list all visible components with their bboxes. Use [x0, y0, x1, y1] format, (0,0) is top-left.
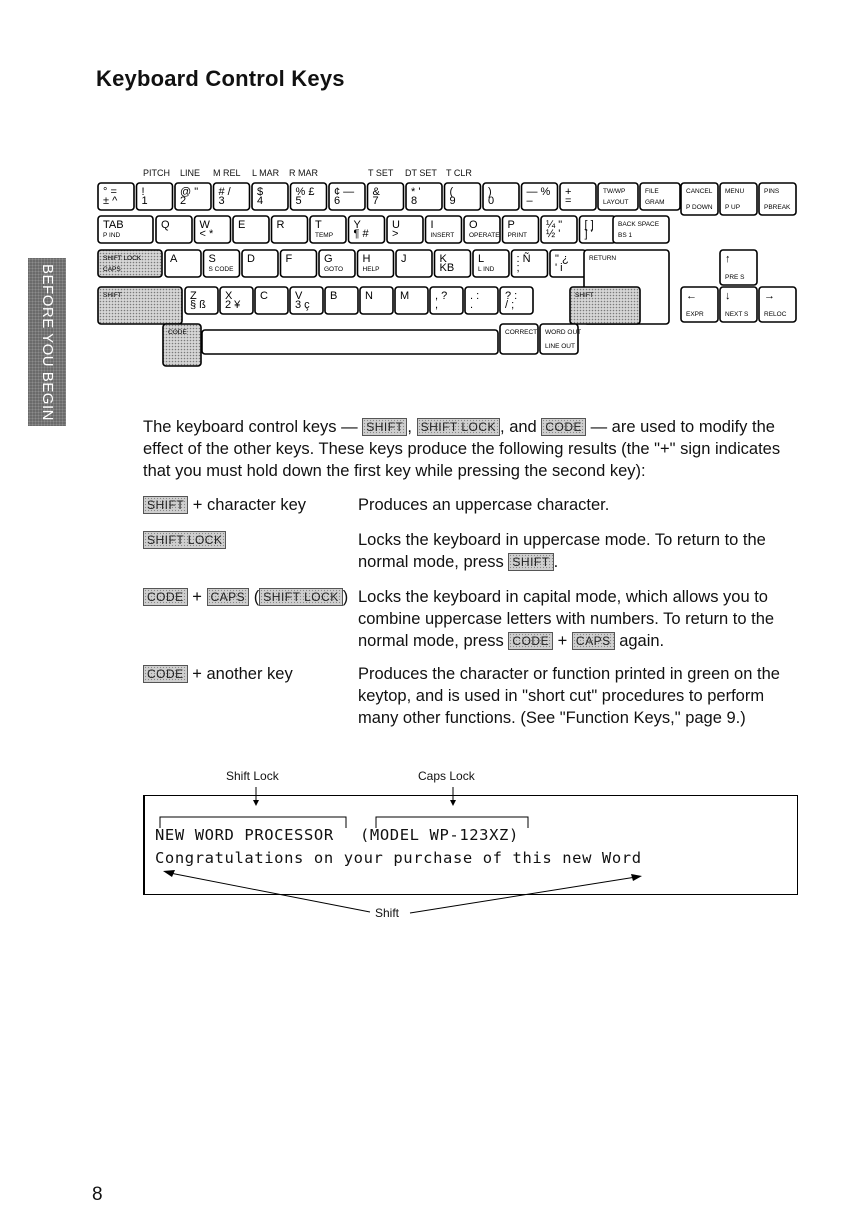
definition-term: [143, 529, 358, 551]
svg-text:GRAM: GRAM: [645, 199, 665, 206]
key-row4-9: [465, 287, 498, 314]
shift-lock-keycap: SHIFT LOCK: [143, 531, 226, 549]
key-row4-6: [360, 287, 393, 314]
section-tab-label: BEFORE YOU BEGIN: [38, 263, 56, 421]
key-row2-12: [580, 216, 616, 243]
svg-text:): ): [488, 186, 492, 198]
key-row2-3: [233, 216, 269, 243]
svg-text:H: H: [362, 253, 371, 265]
svg-text:LINE OUT: LINE OUT: [545, 343, 575, 350]
caps-lock-label: Caps Lock: [418, 769, 475, 783]
shift-keycap: SHIFT: [508, 553, 553, 571]
label-dt-set: DT SET: [405, 168, 437, 178]
svg-text:R: R: [276, 219, 285, 231]
key-8: [406, 183, 442, 210]
definition-term: [143, 586, 358, 608]
svg-text:± ^: ± ^: [103, 195, 118, 207]
svg-text:A: A: [170, 253, 178, 265]
definition-description: [358, 586, 798, 652]
key-13: [598, 183, 638, 210]
svg-text:&: &: [372, 186, 380, 198]
key-row2-4: [272, 216, 308, 243]
svg-text:P UP: P UP: [725, 204, 741, 211]
key-row2-9: [464, 216, 500, 243]
definition-description: Produces an uppercase character.: [358, 496, 610, 514]
svg-text:OPERATE: OPERATE: [469, 232, 500, 239]
svg-text:¶ #: ¶ #: [353, 228, 369, 240]
svg-text:P IND: P IND: [103, 232, 121, 239]
key-5: [291, 183, 327, 210]
key-row4-5: [325, 287, 358, 314]
code-keycap: CODE: [508, 632, 553, 650]
svg-text:? :: ? :: [505, 290, 518, 302]
svg-text:% £: % £: [295, 186, 315, 198]
definition-description: Produces the character or function printed in green on the keytop, and is used in "short cut" procedures to perform many other functions. (See "Function Keys," page 9.): [358, 665, 780, 727]
key-row3-5: [319, 250, 355, 277]
svg-text:.: .: [470, 299, 474, 311]
key-row2-11: [541, 216, 577, 243]
right-key-0: [681, 183, 718, 215]
key-row2-6: [349, 216, 385, 243]
svg-text:HELP: HELP: [362, 266, 380, 273]
page-title: Keyboard Control Keys: [96, 66, 345, 91]
svg-text:½ ': ½ ': [546, 228, 561, 240]
svg-text:=: =: [565, 195, 572, 207]
open-paren: (: [253, 588, 260, 606]
svg-text:/ ;: / ;: [505, 299, 515, 311]
svg-text:B: B: [330, 290, 338, 302]
keyboard-diagram: [0, 0, 864, 380]
svg-text:: Ñ: : Ñ: [516, 253, 531, 265]
svg-text:(: (: [449, 186, 454, 198]
svg-text:' i: ' i: [555, 262, 563, 274]
svg-text:9: 9: [449, 195, 456, 207]
close-paren: ): [342, 588, 349, 606]
key-row3-8: [435, 250, 471, 277]
svg-text:2: 2: [180, 195, 187, 207]
svg-text:P DOWN: P DOWN: [686, 204, 713, 211]
svg-text:INSERT: INSERT: [430, 232, 455, 239]
shift-keycap: SHIFT: [362, 418, 407, 436]
label-m-rel: M REL: [213, 168, 241, 178]
svg-text:BACK SPACE: BACK SPACE: [618, 221, 660, 228]
svg-text:. :: . :: [470, 290, 480, 302]
key-row3-11: [550, 250, 586, 277]
svg-text:↓: ↓: [725, 290, 731, 302]
key-9: [445, 183, 481, 210]
arrow-up-key: [720, 250, 757, 285]
key-3: [214, 183, 250, 210]
svg-text:< *: < *: [199, 228, 214, 240]
label-t-clr: T CLR: [446, 168, 472, 178]
key-row4-4: [290, 287, 323, 314]
svg-text:GOTO: GOTO: [324, 266, 344, 273]
svg-text:F: F: [285, 253, 293, 265]
space-bar: [202, 330, 498, 354]
code-keycap: CODE: [541, 418, 586, 436]
svg-text:SHIFT LOCK: SHIFT LOCK: [103, 255, 142, 262]
right-shift-key: [570, 287, 640, 324]
code-keycap: CODE: [143, 588, 188, 606]
svg-text:L IND: L IND: [478, 266, 495, 273]
correct-key: [500, 324, 538, 354]
screen-line-1b: (MODEL WP-123XZ): [360, 826, 519, 844]
svg-text:¼ ": ¼ ": [546, 219, 563, 231]
svg-text:] ': ] ': [584, 228, 593, 240]
key-row4-3: [255, 287, 288, 314]
key-row3-10: [512, 250, 548, 277]
svg-text:D: D: [247, 253, 255, 265]
key-2: [175, 183, 211, 210]
left-shift-key: [98, 287, 182, 324]
svg-text:LAYOUT: LAYOUT: [603, 199, 629, 206]
svg-text:@ ": @ ": [180, 186, 199, 198]
svg-text:# /: # /: [218, 186, 231, 198]
key-row2-8: [426, 216, 462, 243]
svg-text:§ ß: § ß: [190, 299, 206, 311]
intro-text-after: — are used to modify the effect of the other keys. These keys produce the following results (the "+" sign indicates that you must hold down the first key while pressing the second key):: [143, 418, 781, 480]
arrow-right-key: [759, 287, 796, 322]
svg-text:V: V: [295, 290, 303, 302]
svg-text:PRE S: PRE S: [725, 274, 745, 281]
svg-text:E: E: [238, 219, 246, 231]
svg-text:M: M: [400, 290, 410, 302]
label-line: LINE: [180, 168, 201, 178]
plus-sign: +: [192, 588, 202, 606]
svg-text:6: 6: [334, 195, 341, 207]
key-row2-7: [387, 216, 423, 243]
svg-text:RETURN: RETURN: [589, 255, 617, 262]
svg-text:0: 0: [488, 195, 495, 207]
intro-comma: ,: [407, 418, 412, 436]
key-row3-1: [165, 250, 201, 277]
key-0: [98, 183, 134, 210]
term-suffix: + character key: [192, 496, 307, 514]
svg-text:3 ç: 3 ç: [295, 299, 310, 311]
svg-text:CODE: CODE: [168, 329, 187, 336]
definition-term: [143, 663, 358, 685]
svg-text:° =: ° =: [103, 186, 117, 198]
svg-text:S: S: [208, 253, 216, 265]
term-suffix: + another key: [192, 665, 293, 683]
key-row2-1: [156, 216, 192, 243]
svg-text:$: $: [257, 186, 264, 198]
intro-text-before: The keyboard control keys —: [143, 418, 358, 436]
label-t-set: T SET: [368, 168, 394, 178]
key-14: [640, 183, 680, 210]
description-end: again.: [619, 632, 665, 650]
key-row2-10: [503, 216, 539, 243]
key-row2-5: [310, 216, 346, 243]
svg-text:1: 1: [141, 195, 148, 207]
description-text: Locks the keyboard in capital mode, which allows you to combine uppercase letters with numbers. To return to the normal mode, press: [358, 588, 775, 650]
svg-text:I: I: [430, 219, 434, 231]
svg-text:SHIFT: SHIFT: [103, 292, 122, 299]
svg-text:L: L: [478, 253, 485, 265]
svg-text:,: ,: [435, 299, 439, 311]
svg-text:2 ¥: 2 ¥: [225, 299, 241, 311]
svg-text:CAPS: CAPS: [103, 266, 121, 273]
screen-line-1a: NEW WORD PROCESSOR: [155, 826, 334, 844]
key-row3-9: [473, 250, 509, 277]
svg-text:S CODE: S CODE: [208, 266, 234, 273]
svg-text:MENU: MENU: [725, 188, 745, 195]
key-row4-7: [395, 287, 428, 314]
svg-text:* ': * ': [411, 186, 421, 198]
code-keycap: CODE: [143, 665, 188, 683]
svg-text:— %: — %: [526, 186, 551, 198]
definition-description: [358, 529, 798, 573]
key-row2-0: [98, 216, 153, 243]
shift-lock-keycap: SHIFT LOCK: [259, 588, 342, 606]
svg-text:3: 3: [218, 195, 225, 207]
svg-text:PBREAK: PBREAK: [764, 204, 791, 211]
label-r-mar: R MAR: [289, 168, 318, 178]
caps-keycap: CAPS: [572, 632, 615, 650]
svg-text:K: K: [439, 253, 447, 265]
svg-text:KB: KB: [439, 262, 455, 274]
svg-text:" ¿: " ¿: [555, 253, 569, 265]
svg-text:!: !: [141, 186, 145, 198]
right-key-2: [759, 183, 796, 215]
svg-text:TW/WP: TW/WP: [603, 188, 626, 195]
svg-text:5: 5: [295, 195, 302, 207]
key-row2-2: [195, 216, 231, 243]
svg-text:Z: Z: [190, 290, 197, 302]
svg-text:WORD OUT: WORD OUT: [545, 329, 582, 336]
shift-lock-keycap: SHIFT LOCK: [417, 418, 500, 436]
svg-text:PINS: PINS: [764, 188, 780, 195]
shift-label: Shift: [375, 906, 400, 920]
label-l-mar: L MAR: [252, 168, 280, 178]
svg-text:G: G: [324, 253, 333, 265]
svg-text:EXPR: EXPR: [686, 311, 704, 318]
svg-text:[ ]: [ ]: [584, 219, 594, 231]
intro-paragraph: [143, 416, 803, 482]
svg-text:T: T: [315, 219, 322, 231]
word-out-key: [540, 324, 581, 354]
code-key: [163, 324, 201, 366]
svg-text:SHIFT: SHIFT: [575, 292, 594, 299]
key-4: [252, 183, 288, 210]
key-1: [137, 183, 173, 210]
definition-term: [143, 494, 358, 516]
svg-text:U: U: [392, 219, 400, 231]
description-text: Locks the keyboard in uppercase mode. To return to the normal mode, press: [358, 531, 766, 571]
svg-text:+: +: [565, 186, 572, 198]
svg-text:P: P: [507, 219, 515, 231]
svg-text:CANCEL: CANCEL: [686, 188, 713, 195]
svg-text:W: W: [199, 219, 210, 231]
svg-text:8: 8: [411, 195, 418, 207]
svg-text:7: 7: [372, 195, 379, 207]
svg-text:4: 4: [257, 195, 264, 207]
plus-sign: +: [557, 632, 568, 650]
caps-keycap: CAPS: [207, 588, 250, 606]
svg-text:BS 1: BS 1: [618, 232, 633, 239]
key-11: [522, 183, 558, 210]
svg-text:TEMP: TEMP: [315, 232, 334, 239]
key-row3-2: [204, 250, 240, 277]
sample-screen: [143, 795, 798, 895]
svg-text:O: O: [469, 219, 478, 231]
svg-text:Q: Q: [161, 219, 170, 231]
intro-and: , and: [500, 418, 537, 436]
svg-text:J: J: [401, 253, 407, 265]
svg-text:X: X: [225, 290, 233, 302]
svg-text:TAB: TAB: [103, 219, 124, 231]
page-number: 8: [92, 1184, 103, 1205]
shift-keycap: SHIFT: [143, 496, 188, 514]
svg-text:C: C: [260, 290, 268, 302]
svg-text:–: –: [526, 195, 533, 207]
key-row3-7: [396, 250, 432, 277]
key-10: [483, 183, 519, 210]
svg-text:↑: ↑: [725, 253, 731, 265]
svg-text:>: >: [392, 228, 399, 240]
svg-text:, ?: , ?: [435, 290, 448, 302]
svg-text:¢ —: ¢ —: [334, 186, 355, 198]
svg-text:NEXT S: NEXT S: [725, 311, 749, 318]
svg-text:;: ;: [516, 262, 520, 274]
svg-text:RELOC: RELOC: [764, 311, 787, 318]
svg-text:Y: Y: [353, 219, 361, 231]
shift-lock-label: Shift Lock: [226, 769, 279, 783]
right-key-1: [720, 183, 757, 215]
arrow-left-key: [681, 287, 718, 322]
arrow-down-key: [720, 287, 757, 322]
screen-line-2: Congratulations on your purchase of this new Word: [155, 849, 642, 867]
svg-text:←: ←: [686, 290, 697, 302]
key-row4-10: [500, 287, 533, 314]
key-row4-8: [430, 287, 463, 314]
key-row2-13: [613, 216, 669, 243]
key-7: [368, 183, 404, 210]
svg-text:N: N: [365, 290, 373, 302]
key-6: [329, 183, 365, 210]
key-row4-1: [185, 287, 218, 314]
svg-text:FILE: FILE: [645, 188, 659, 195]
key-row4-2: [220, 287, 253, 314]
svg-text:PRINT: PRINT: [507, 232, 527, 239]
description-end: .: [553, 553, 559, 571]
key-row3-3: [242, 250, 278, 277]
label-pitch: PITCH: [143, 168, 170, 178]
svg-text:→: →: [764, 290, 775, 302]
key-row3-4: [281, 250, 317, 277]
key-12: [560, 183, 596, 210]
shift-lock-key: [98, 250, 162, 277]
svg-text:CORRECT: CORRECT: [505, 329, 538, 336]
key-row3-6: [358, 250, 394, 277]
